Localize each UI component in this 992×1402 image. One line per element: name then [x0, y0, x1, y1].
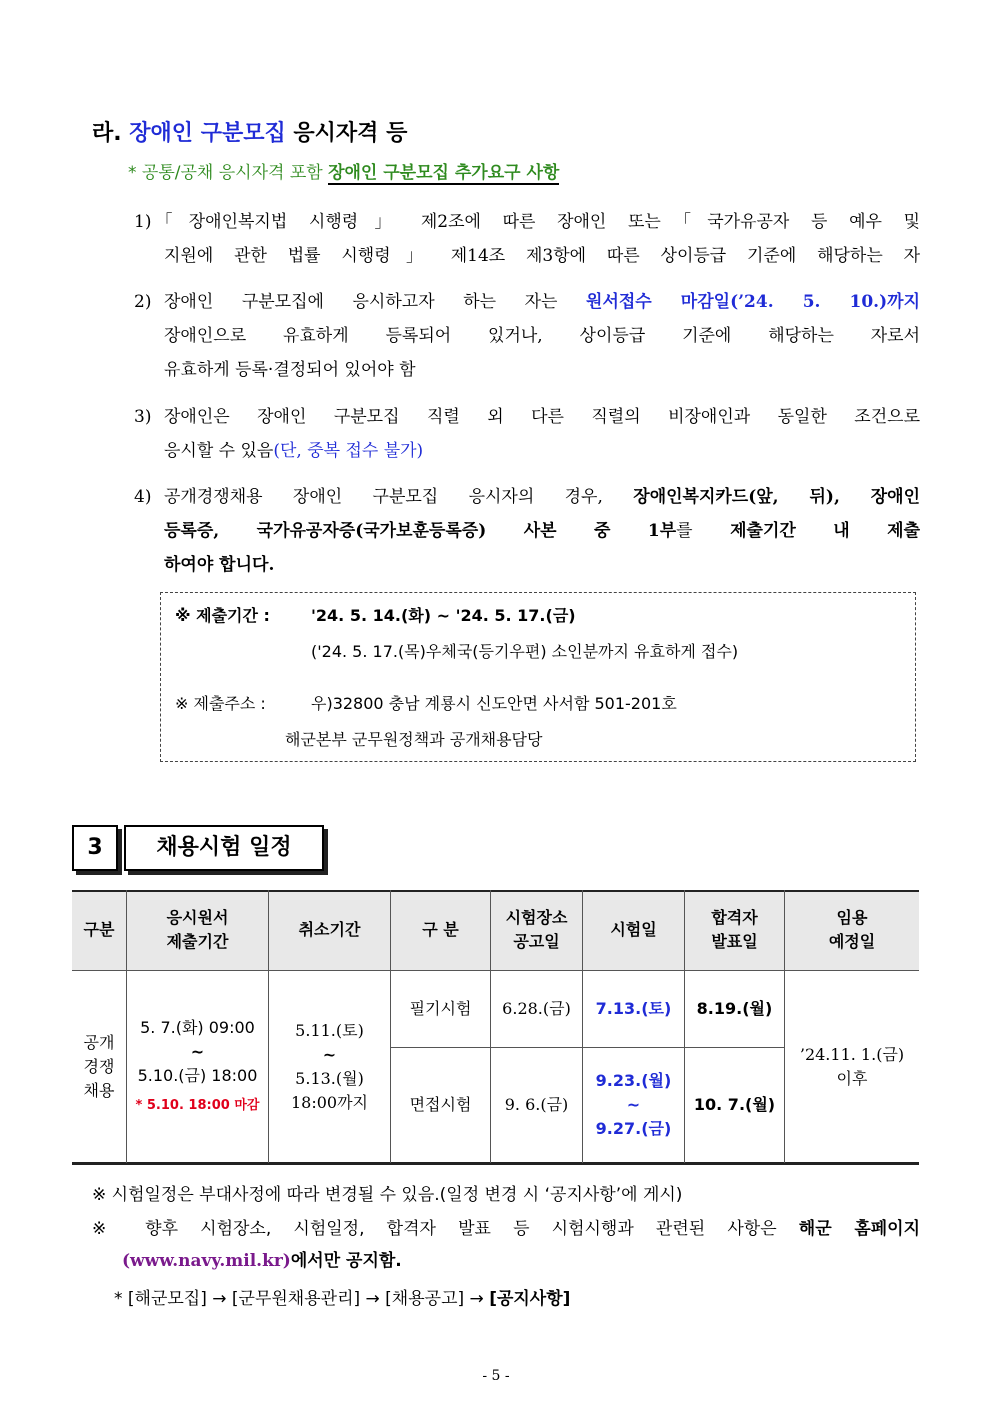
section-heading	[92, 116, 407, 147]
exam-date-start: 9.23.(월)	[595, 1071, 672, 1090]
note-bold: 에서만 공지함.	[290, 1251, 402, 1271]
exam-date-written: 7.13.(토)	[595, 999, 672, 1018]
item-line: 지원에 관한 법률 시행령｣ 제14조 제3항에 따른 상이등급 기준에 해당하는 자	[164, 246, 920, 266]
exam-type-written: 필기시험	[409, 999, 472, 1018]
header-type: 구 분	[422, 920, 459, 939]
item-number: 1)	[134, 212, 152, 232]
exam-type-interview: 면접시험	[409, 1095, 472, 1114]
header-text: 임용	[836, 908, 868, 927]
item-text: 를	[676, 521, 693, 541]
item-bold: 제출기간 내 제출	[730, 521, 920, 541]
exam-date-interview	[583, 1048, 684, 1162]
requirement-item-4	[134, 480, 920, 582]
address-dept: 해군본부 군무원정책과 공개채용담당	[285, 730, 543, 749]
page-number: - 5 -	[482, 1368, 510, 1384]
cancel-start: 5.11.(토)	[295, 1020, 364, 1040]
address-value: 우)32800 충남 계룡시 신도안면 사서함 501-201호	[311, 694, 677, 713]
apply-end: 5.10.(금) 18:00	[137, 1065, 258, 1085]
item-line: 유효하게 등록·결정되어 있어야 함	[164, 360, 416, 380]
apply-tilde: ~	[190, 1041, 205, 1061]
exam-date-tilde: ~	[626, 1095, 641, 1114]
item-line: 하여야 합니다.	[164, 555, 275, 575]
appoint-after: 이후	[836, 1068, 868, 1088]
schedule-note-2	[92, 1214, 920, 1239]
apply-start: 5. 7.(화) 09:00	[140, 1017, 255, 1037]
section-number-badge: 3	[72, 825, 118, 871]
nav-path-final: [공지사항]	[489, 1289, 571, 1309]
apply-deadline: * 5.10. 18:00 마감	[135, 1097, 260, 1113]
header-text: 응시원서	[166, 908, 229, 927]
schedule-table	[72, 890, 919, 1164]
item-line	[164, 514, 920, 548]
cancel-period-cell	[269, 971, 390, 1162]
result-date-interview: 10. 7.(월)	[693, 1095, 776, 1114]
cancel-end: 5.13.(월)	[295, 1068, 364, 1088]
header-cancel-period: 취소기간	[298, 920, 361, 939]
cancel-tilde: ~	[322, 1044, 337, 1064]
header-result-date	[685, 890, 784, 970]
item-bold: 등록증, 국가유공자증(국가보훈등록증) 사본 중 1부	[164, 521, 677, 541]
subtitle-highlight: 장애인 구분모집 추가요구 사항	[328, 163, 560, 183]
header-text: 발표일	[711, 932, 758, 951]
section-title-highlight: 장애인 구분모집	[129, 121, 286, 146]
item-text: 응시할 수 있음	[164, 441, 274, 461]
header-category: 구분	[83, 920, 115, 939]
schedule-note-2-cont	[122, 1246, 402, 1271]
requirement-item-3	[134, 400, 920, 468]
appoint-date: ’24.11. 1.(금)	[799, 1044, 905, 1064]
item-line: ｢장애인복지법 시행령｣ 제2조에 따른 장애인 또는 ｢국가유공자 등 예우 및	[164, 212, 920, 232]
item-number: 3)	[134, 407, 152, 427]
nav-path-text: * [해군모집] → [군무원채용관리] → [채용공고] →	[114, 1289, 484, 1309]
item-note: (단, 중복 접수 불가)	[273, 441, 424, 461]
notice-date-written: 6.28.(금)	[502, 999, 571, 1018]
item-number: 2)	[134, 292, 152, 312]
deadline-highlight: 원서접수 마감일(’24. 5. 10.)까지	[586, 292, 920, 312]
cancel-time: 18:00까지	[290, 1092, 369, 1112]
section-title-rest: 응시자격 등	[293, 121, 408, 146]
result-date-written: 8.19.(월)	[696, 999, 773, 1018]
item-text: 장애인 구분모집에 응시하고자 하는 자는	[164, 292, 558, 312]
item-line: 장애인은 장애인 구분모집 직렬 외 다른 직렬의 비장애인과 동일한 조건으로	[164, 407, 920, 427]
category-text: 경쟁	[83, 1056, 115, 1076]
address-label: ※ 제출주소 :	[175, 694, 266, 713]
item-bold: 장애인복지카드(앞, 뒤), 장애인	[633, 487, 921, 507]
item-text: 공개경쟁채용 장애인 구분모집 응시자의 경우,	[164, 487, 603, 507]
period-value: '24. 5. 14.(화) ~ '24. 5. 17.(금)	[311, 606, 576, 625]
header-appoint-date	[785, 890, 919, 970]
section-subtitle	[128, 158, 559, 183]
header-text: 제출기간	[166, 932, 229, 951]
item-number: 4)	[134, 487, 152, 507]
header-exam-date: 시험일	[610, 920, 657, 939]
appoint-date-cell	[785, 971, 919, 1162]
apply-period-cell	[127, 971, 268, 1162]
header-text: 예정일	[828, 932, 876, 951]
table-border-bottom	[72, 1162, 919, 1165]
requirement-item-1	[134, 205, 920, 273]
section-title: 채용시험 일정	[124, 825, 324, 871]
requirement-item-2	[134, 285, 920, 387]
category-text: 채용	[83, 1080, 115, 1100]
header-text: 공고일	[513, 932, 560, 951]
item-line	[164, 434, 920, 468]
category-text: 공개	[83, 1032, 115, 1052]
navigation-path	[114, 1284, 570, 1309]
item-line: 장애인으로 유효하게 등록되어 있거나, 상이등급 기준에 해당하는 자로서	[164, 326, 920, 346]
notice-date-interview: 9. 6.(금)	[504, 1095, 569, 1114]
subtitle-prefix: * 공통/공채 응시자격 포함	[128, 163, 323, 183]
period-label: ※ 제출기간 :	[175, 606, 270, 625]
category-cell	[72, 971, 126, 1162]
submission-info-box	[160, 592, 916, 762]
period-note: ('24. 5. 17.(목)우체국(등기우편) 소인분까지 유효하게 접수)	[311, 642, 739, 661]
header-text: 시험장소	[505, 908, 568, 927]
item-line	[164, 480, 920, 514]
note-text: ※ 향후 시험장소, 시험일정, 합격자 발표 등 시험시행과 관련된 사항은	[92, 1219, 777, 1239]
section-prefix: 라.	[92, 121, 122, 146]
item-line	[164, 285, 920, 319]
schedule-note-1: ※ 시험일정은 부대사정에 따라 변경될 수 있음.(일정 변경 시 ‘공지사항’에 게시)	[92, 1185, 683, 1205]
header-apply-period	[127, 890, 268, 970]
navy-website-link[interactable]: (www.navy.mil.kr)	[122, 1251, 291, 1271]
header-notice-date	[491, 890, 582, 970]
header-text: 합격자	[711, 908, 758, 927]
exam-date-end: 9.27.(금)	[595, 1119, 672, 1138]
note-bold: 해군 홈페이지	[798, 1219, 921, 1239]
